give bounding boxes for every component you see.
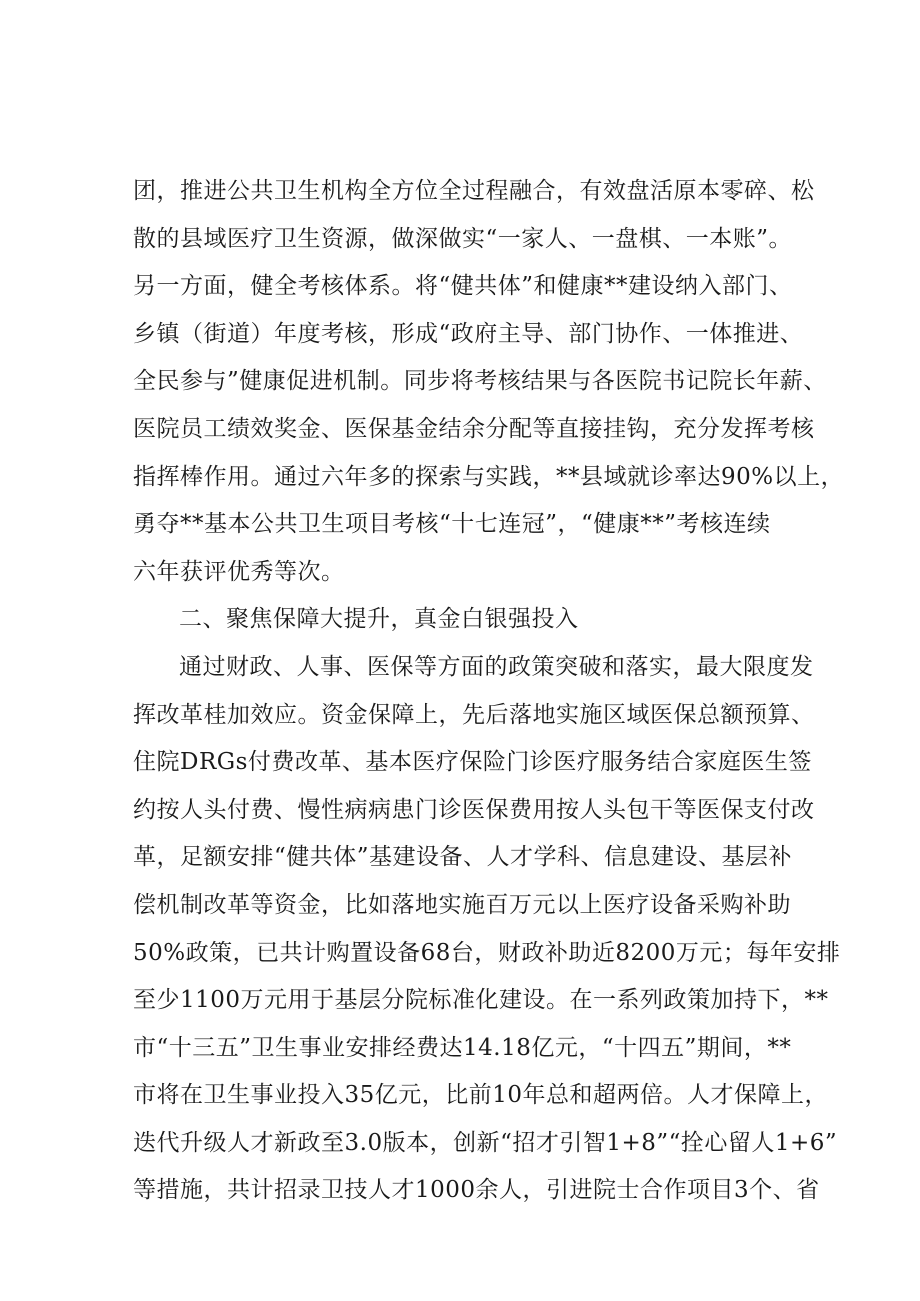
text-line: 革，足额安排“健共体”基建设备、人才学科、信息建设、基层补 bbox=[133, 844, 793, 871]
text-line: 挥改革桂加效应。资金保障上，先后落地实施区域医保总额预算、 bbox=[133, 701, 815, 728]
section-heading-text: 二、聚焦保障大提升，真金白银强投入 bbox=[179, 606, 579, 633]
text-line: 等措施，共计招录卫技人才1000余人，引进院士合作项目3个、省 bbox=[133, 1177, 820, 1204]
text-line: 勇夺**基本公共卫生项目考核“十七连冠”，“健康**”考核连续 bbox=[133, 511, 771, 538]
paragraph-continued bbox=[133, 168, 845, 596]
text-line: 50%政策，已共计购置设备68台，财政补助近8200万元；每年安排 bbox=[133, 939, 841, 966]
text-line: 乡镇（街道）年度考核，形成“政府主导、部门协作、一体推进、 bbox=[133, 320, 804, 347]
text-line: 全民参与”健康促进机制。同步将考核结果与各医院书记院长年薪、 bbox=[133, 368, 827, 395]
text-line: 另一方面，健全考核体系。将“健共体”和健康**建设纳入部门、 bbox=[133, 273, 793, 300]
text-line: 偿机制改革等资金，比如落地实施百万元以上医疗设备采购补助 bbox=[133, 891, 791, 918]
text-line: 至少1100万元用于基层分院标准化建设。在一系列政策加持下，** bbox=[133, 987, 829, 1014]
text-line: 指挥棒作用。通过六年多的探索与实践，**县域就诊率达90%以上， bbox=[133, 463, 845, 490]
text-line: 约按人头付费、慢性病病患门诊医保费用按人头包干等医保支付改 bbox=[133, 796, 815, 823]
text-line: 住院DRGs付费改革、基本医疗保险门诊医疗服务结合家庭医生签 bbox=[133, 749, 812, 776]
text-line: 通过财政、人事、医保等方面的政策突破和落实，最大限度发 bbox=[179, 653, 814, 680]
text-line: 团，推进公共卫生机构全方位全过程融合，有效盘活原本零碎、松 bbox=[133, 178, 815, 204]
text-line: 医院员工绩效奖金、医保基金结余分配等直接挂钩，充分发挥考核 bbox=[133, 415, 815, 442]
section-heading bbox=[133, 596, 813, 644]
text-line: 市将在卫生事业投入35亿元，比前10年总和超两倍。人才保障上， bbox=[133, 1082, 829, 1109]
text-line: 市“十三五”卫生事业安排经费达14.18亿元，“十四五”期间，** bbox=[133, 1034, 792, 1061]
text-line: 散的县域医疗卫生资源，做深做实“一家人、一盘棋、一本账”。 bbox=[133, 225, 793, 252]
text-line: 六年获评优秀等次。 bbox=[133, 558, 345, 585]
text-line: 迭代升级人才新政至3.0版本，创新“招才引智1+8”“拴心留人1+6” bbox=[133, 1129, 838, 1156]
document-body bbox=[133, 168, 845, 1215]
paragraph bbox=[133, 644, 841, 1215]
